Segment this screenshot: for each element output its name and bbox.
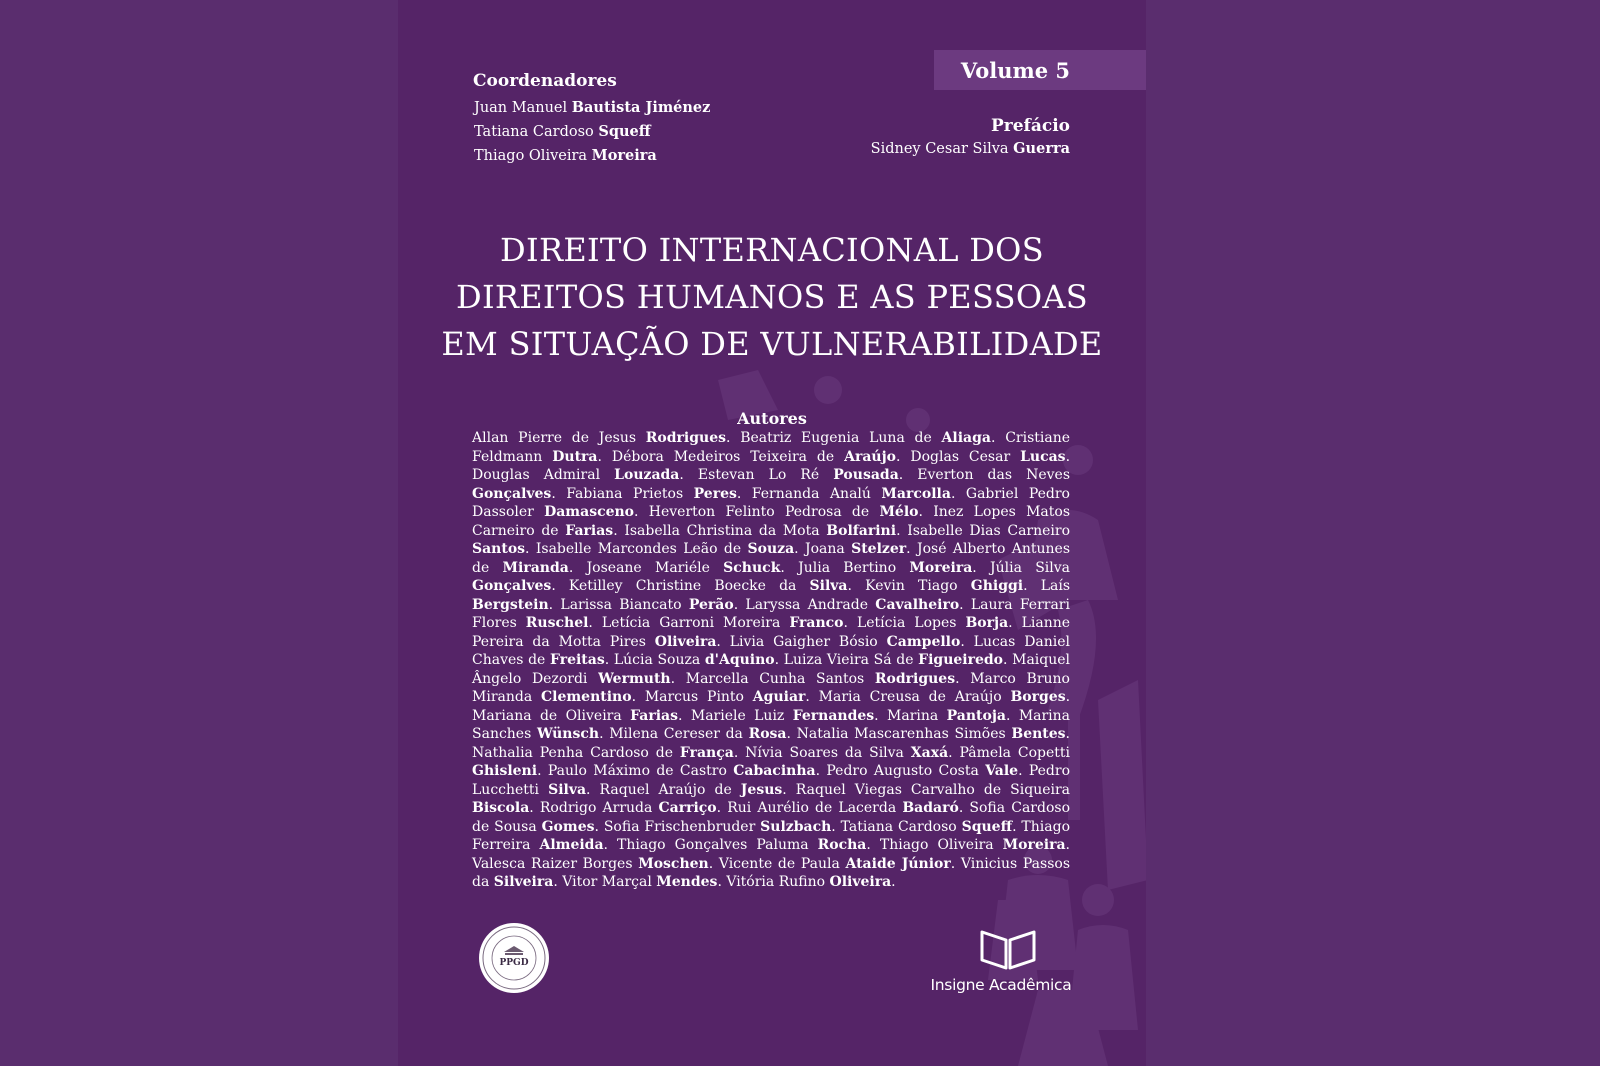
author-first-names: Allan Pierre de Jesus — [472, 430, 637, 446]
author-surname: Borges — [1010, 689, 1066, 705]
author-name: Fernanda Analú Marcolla. — [751, 485, 966, 502]
author-surname: Araújo — [844, 448, 896, 465]
author-first-names: Livia Gaigher Bósio — [729, 633, 878, 650]
author-surname: Souza — [747, 541, 795, 557]
author-first-names: Lianne Pereira da Motta Pires — [472, 615, 1071, 650]
author-first-names: Vitória Rufino — [726, 874, 826, 890]
author-name: Sofia Cardoso de Sousa Gomes. — [472, 800, 1070, 835]
author-surname: Gonçalves — [472, 485, 552, 502]
author-surname: França — [679, 744, 734, 761]
author-name: Luiza Vieira Sá de Figueiredo. — [783, 652, 1013, 668]
author-name: Laís Bergstein. — [472, 578, 1071, 613]
author-surname: Moschen — [638, 855, 709, 872]
author-surname: Louzada — [614, 467, 680, 483]
author-name: Isabelle Dias Carneiro Santos. — [472, 522, 1071, 557]
author-name: Estevan Lo Ré Pousada. — [697, 467, 918, 483]
authors-list — [472, 429, 1070, 892]
author-name: Valesca Raizer Borges Moschen. — [472, 855, 719, 872]
author-first-names: Mariana de Oliveira — [472, 707, 622, 724]
author-name: José Alberto Antunes de Miranda. — [472, 541, 1071, 576]
author-surname: Moreira — [909, 559, 973, 576]
author-surname: Bolfarini — [826, 522, 897, 539]
author-name: Maiquel Ângelo Dezordi Wermuth. — [472, 652, 1071, 687]
author-surname: Freitas — [550, 652, 605, 668]
author-surname: Wermuth — [598, 670, 671, 687]
author-surname: Almeida — [539, 837, 604, 853]
author-name: Marco Bruno Miranda Clementino. — [472, 670, 1070, 705]
author-first-names: Sofia Frischenbruder — [603, 818, 756, 835]
author-first-names: Isabelle Marcondes Leão de — [535, 541, 742, 557]
author-name: Nívia Soares da Silva Xaxá. — [745, 744, 960, 761]
author-name: Laura Ferrari Flores Ruschel. — [472, 596, 1070, 631]
author-surname: Franco — [789, 615, 844, 631]
author-surname: Fernandes — [792, 707, 875, 724]
author-surname: Bergstein — [472, 596, 549, 613]
author-surname: Carriço — [658, 800, 717, 816]
author-name: Marina Sanches Wünsch. — [472, 707, 1071, 742]
author-first-names: Ketilley Christine Boecke da — [568, 578, 797, 594]
author-first-names: Heverton Felinto Pedrosa de — [648, 504, 870, 520]
publisher-name: Insigne Acadêmica — [930, 976, 1072, 994]
author-name: Maria Creusa de Araújo Borges. — [818, 689, 1071, 705]
author-surname: Peres — [693, 485, 737, 502]
author-first-names: Isabella Christina da Mota — [624, 522, 820, 539]
author-first-names: Nívia Soares da Silva — [745, 744, 904, 761]
author-first-names: Marina Sanches — [472, 707, 1071, 742]
author-name: Lucas Daniel Chaves de Freitas. — [472, 633, 1071, 668]
author-name: Larissa Biancato Perão. — [560, 596, 746, 613]
author-surname: Clementino — [540, 689, 632, 705]
author-first-names: Lucas Daniel Chaves de — [472, 633, 1071, 668]
coordinator-name: Tatiana Cardoso Squeff — [474, 123, 651, 140]
author-name: Marcus Pinto Aguiar. — [644, 689, 819, 705]
author-name: Mariana de Oliveira Farias. — [472, 707, 691, 724]
author-first-names: Joana — [804, 541, 845, 557]
author-name: Marcella Cunha Santos Rodrigues. — [685, 670, 971, 687]
coordinator-name: Thiago Oliveira Moreira — [474, 147, 657, 164]
author-first-names: Tatiana Cardoso — [840, 818, 957, 835]
author-name: Pedro Augusto Costa Vale. — [826, 763, 1029, 779]
author-name: Beatriz Eugenia Luna de Aliaga. — [740, 430, 1006, 446]
author-surname: Farias — [630, 707, 679, 724]
author-first-names: Valesca Raizer Borges — [472, 855, 633, 872]
open-book-icon — [978, 928, 1038, 970]
author-first-names: Marcella Cunha Santos — [685, 670, 865, 687]
author-name: Kevin Tiago Ghiggi. — [865, 578, 1041, 594]
author-name: Lianne Pereira da Motta Pires Oliveira. — [472, 615, 1071, 650]
author-first-names: Inez Lopes Matos Carneiro de — [472, 504, 1071, 539]
author-surname: Xaxá — [910, 744, 949, 761]
author-name: Marina Pantoja. — [887, 707, 1019, 724]
author-name: Letícia Lopes Borja. — [856, 615, 1022, 631]
author-name: Heverton Felinto Pedrosa de Mélo. — [648, 504, 934, 520]
author-first-names: Cristiane Feldmann — [472, 430, 1071, 465]
author-first-names: Mariele Luiz — [690, 707, 785, 724]
author-surname: Sulzbach — [760, 818, 832, 835]
author-first-names: Everton das Neves — [917, 467, 1071, 483]
coordinators-heading: Coordenadores — [473, 71, 617, 91]
coordinator-name: Juan Manuel Bautista Jiménez — [474, 99, 711, 116]
author-name: Pâmela Copetti Ghisleni. — [472, 744, 1071, 779]
author-name: Rui Aurélio de Lacerda Badaró. — [727, 800, 970, 816]
author-name: Débora Medeiros Teixeira de Araújo. — [611, 448, 911, 465]
author-surname: Pousada — [833, 467, 899, 483]
author-surname: Oliveira — [654, 633, 717, 650]
author-first-names: Julia Bertino — [798, 559, 897, 576]
author-first-names: Débora Medeiros Teixeira de — [611, 448, 835, 465]
author-first-names: Kevin Tiago — [865, 578, 958, 594]
author-first-names: Nathalia Penha Cardoso de — [472, 744, 673, 761]
author-first-names: Larissa Biancato — [560, 596, 682, 613]
author-first-names: Pedro Lucchetti — [472, 763, 1071, 798]
author-surname: Aguiar — [752, 689, 806, 705]
author-name: Paulo Máximo de Castro Cabacinha. — [547, 763, 827, 779]
author-first-names: Joseane Mariéle — [586, 559, 710, 576]
author-first-names: Sofia Cardoso de Sousa — [472, 800, 1070, 835]
author-first-names: Beatriz Eugenia Luna de — [740, 430, 932, 446]
author-surname: Oliveira — [829, 874, 892, 890]
author-surname: Gonçalves — [472, 578, 552, 594]
author-surname: Rosa — [748, 726, 787, 742]
author-first-names: Rui Aurélio de Lacerda — [727, 800, 897, 816]
volume-label: Volume 5 — [960, 58, 1070, 83]
author-surname: Cabacinha — [733, 763, 816, 779]
author-surname: Stelzer — [851, 541, 907, 557]
author-name: Letícia Garroni Moreira Franco. — [601, 615, 857, 631]
author-name: Júlia Silva Gonçalves. — [472, 559, 1071, 594]
author-name: Everton das Neves Gonçalves. — [472, 467, 1071, 502]
author-first-names: Vinicius Passos da — [472, 855, 1071, 890]
author-surname: Jesus — [740, 781, 783, 798]
author-name: Vicente de Paula Ataide Júnior. — [718, 855, 961, 872]
author-name: Isabella Christina da Mota Bolfarini. — [624, 522, 908, 539]
author-name: Raquel Araújo de Jesus. — [599, 781, 796, 798]
author-first-names: Marcus Pinto — [644, 689, 744, 705]
author-name: Milena Cereser da Rosa. — [609, 726, 797, 742]
author-surname: Rodrigues — [645, 430, 727, 446]
author-first-names: Vitor Marçal — [562, 874, 652, 890]
author-name: Mariele Luiz Fernandes. — [690, 707, 888, 724]
author-name: Tatiana Cardoso Squeff. — [840, 818, 1022, 835]
author-first-names: Paulo Máximo de Castro — [547, 763, 727, 779]
author-name: Nathalia Penha Cardoso de França. — [472, 744, 746, 761]
author-surname: Mélo — [879, 504, 919, 520]
author-name: Raquel Viegas Carvalho de Siqueira Biscola. — [472, 781, 1071, 816]
author-name: Allan Pierre de Jesus Rodrigues. — [472, 430, 741, 446]
author-surname: Lucas — [1020, 448, 1066, 465]
author-surname: Ruschel — [525, 615, 589, 631]
author-name: Laryssa Andrade Cavalheiro. — [745, 596, 971, 613]
author-surname: Damasceno — [544, 504, 635, 520]
author-surname: Aliaga — [941, 430, 991, 446]
author-name: Thiago Ferreira Almeida. — [472, 818, 1070, 853]
author-first-names: Natalia Mascarenhas Simões — [796, 726, 1006, 742]
author-name: Inez Lopes Matos Carneiro de Farias. — [472, 504, 1071, 539]
author-first-names: Marco Bruno Miranda — [472, 670, 1070, 705]
author-surname: Campello — [886, 633, 961, 650]
author-first-names: Thiago Oliveira — [879, 837, 994, 853]
author-name: Vitor Marçal Mendes. — [562, 874, 727, 890]
author-name: Sofia Frischenbruder Sulzbach. — [603, 818, 841, 835]
book-title — [438, 227, 1106, 368]
author-first-names: Doglas Cesar — [910, 448, 1011, 465]
author-first-names: Milena Cereser da — [609, 726, 743, 742]
author-surname: Pantoja — [946, 707, 1006, 724]
author-name: Julia Bertino Moreira. — [798, 559, 991, 576]
author-surname: Silva — [548, 781, 587, 798]
author-surname: Vale — [985, 763, 1019, 779]
author-name: Gabriel Pedro Dassoler Damasceno. — [472, 485, 1070, 520]
author-first-names: Pedro Augusto Costa — [826, 763, 979, 779]
ppgd-seal-logo — [478, 922, 550, 994]
author-first-names: Júlia Silva — [990, 559, 1071, 576]
seal-text: PPGD — [499, 958, 529, 968]
author-first-names: Thiago Ferreira — [472, 818, 1070, 853]
author-first-names: Gabriel Pedro Dassoler — [472, 485, 1070, 520]
author-surname: d'Aquino — [704, 652, 775, 668]
author-surname: Schuck — [723, 559, 781, 576]
author-first-names: Letícia Lopes — [856, 615, 957, 631]
author-first-names: Raquel Viegas Carvalho de Siqueira — [795, 781, 1071, 798]
author-first-names: Luiza Vieira Sá de — [783, 652, 914, 668]
book-title-line: DIREITO INTERNACIONAL DOS — [500, 231, 1044, 269]
author-name: Livia Gaigher Bósio Campello. — [729, 633, 974, 650]
author-surname: Moreira — [1002, 837, 1066, 853]
author-surname: Mendes — [656, 874, 718, 890]
author-surname: Badaró — [902, 800, 959, 816]
author-first-names: Laís — [1040, 578, 1071, 594]
author-surname: Dutra — [552, 448, 598, 465]
author-first-names: Lúcia Souza — [613, 652, 701, 668]
author-name: Douglas Admiral Louzada. — [472, 467, 698, 483]
author-surname: Rodrigues — [874, 670, 956, 687]
author-first-names: Marina — [887, 707, 939, 724]
author-name: Joana Stelzer. — [804, 541, 917, 557]
author-name: Pedro Lucchetti Silva. — [472, 763, 1071, 798]
author-surname: Wünsch — [536, 726, 600, 742]
author-surname: Bentes — [1011, 726, 1066, 742]
author-first-names: Maria Creusa de Araújo — [818, 689, 1002, 705]
author-name: Rodrigo Arruda Carriço. — [539, 800, 728, 816]
book-cover — [398, 0, 1146, 1066]
author-name: Doglas Cesar Lucas. — [910, 448, 1071, 465]
author-first-names: Rodrigo Arruda — [539, 800, 653, 816]
author-name: Natalia Mascarenhas Simões Bentes. — [796, 726, 1070, 742]
author-name: Lúcia Souza d'Aquino. — [613, 652, 784, 668]
author-first-names: Vicente de Paula — [718, 855, 840, 872]
author-name: Vinicius Passos da Silveira. — [472, 855, 1071, 890]
author-name: Ketilley Christine Boecke da Silva. — [568, 578, 866, 594]
book-title-line: EM SITUAÇÃO DE VULNERABILIDADE — [441, 325, 1103, 363]
author-first-names: José Alberto Antunes de — [472, 541, 1071, 576]
author-name: Fabiana Prietos Peres. — [566, 485, 752, 502]
author-surname: Ghisleni — [472, 763, 538, 779]
author-first-names: Isabelle Dias Carneiro — [907, 522, 1071, 539]
author-surname: Gomes — [541, 818, 595, 835]
preface-author: Sidney Cesar Silva Guerra — [870, 140, 1070, 157]
author-first-names: Raquel Araújo de — [599, 781, 732, 798]
preface-heading: Prefácio — [990, 116, 1070, 136]
author-surname: Silva — [809, 578, 848, 594]
author-surname: Ataide Júnior — [845, 855, 951, 872]
author-surname: Rocha — [817, 837, 867, 853]
author-first-names: Laryssa Andrade — [745, 596, 869, 613]
author-surname: Squeff — [961, 818, 1013, 835]
author-surname: Cavalheiro — [875, 596, 960, 613]
coordinators-list — [474, 96, 710, 168]
author-first-names: Pâmela Copetti — [959, 744, 1071, 761]
author-surname: Figueiredo — [918, 652, 1004, 668]
author-surname: Silveira — [493, 874, 554, 890]
authors-heading: Autores — [737, 409, 807, 428]
author-first-names: Fernanda Analú — [751, 485, 871, 502]
author-name: Thiago Gonçalves Paluma Rocha. — [617, 837, 880, 853]
author-first-names: Letícia Garroni Moreira — [601, 615, 781, 631]
author-name: Thiago Oliveira Moreira. — [879, 837, 1070, 853]
author-surname: Farias — [565, 522, 614, 539]
author-surname: Ghiggi — [970, 578, 1024, 594]
author-first-names: Thiago Gonçalves Paluma — [617, 837, 809, 853]
author-first-names: Estevan Lo Ré — [697, 467, 820, 483]
author-surname: Santos — [472, 541, 526, 557]
author-surname: Perão — [688, 596, 734, 613]
author-name: Vitória Rufino Oliveira. — [726, 874, 896, 890]
author-surname: Biscola — [472, 800, 530, 816]
author-first-names: Laura Ferrari Flores — [472, 596, 1070, 631]
author-surname: Miranda — [502, 559, 569, 576]
author-name: Cristiane Feldmann Dutra. — [472, 430, 1071, 465]
author-name: Joseane Mariéle Schuck. — [586, 559, 799, 576]
author-first-names: Fabiana Prietos — [566, 485, 684, 502]
author-first-names: Douglas Admiral — [472, 467, 601, 483]
author-name: Isabelle Marcondes Leão de Souza. — [535, 541, 805, 557]
book-title-line: DIREITOS HUMANOS E AS PESSOAS — [455, 278, 1088, 316]
author-surname: Borja — [965, 615, 1009, 631]
author-first-names: Maiquel Ângelo Dezordi — [472, 652, 1071, 687]
author-surname: Marcolla — [881, 485, 951, 502]
